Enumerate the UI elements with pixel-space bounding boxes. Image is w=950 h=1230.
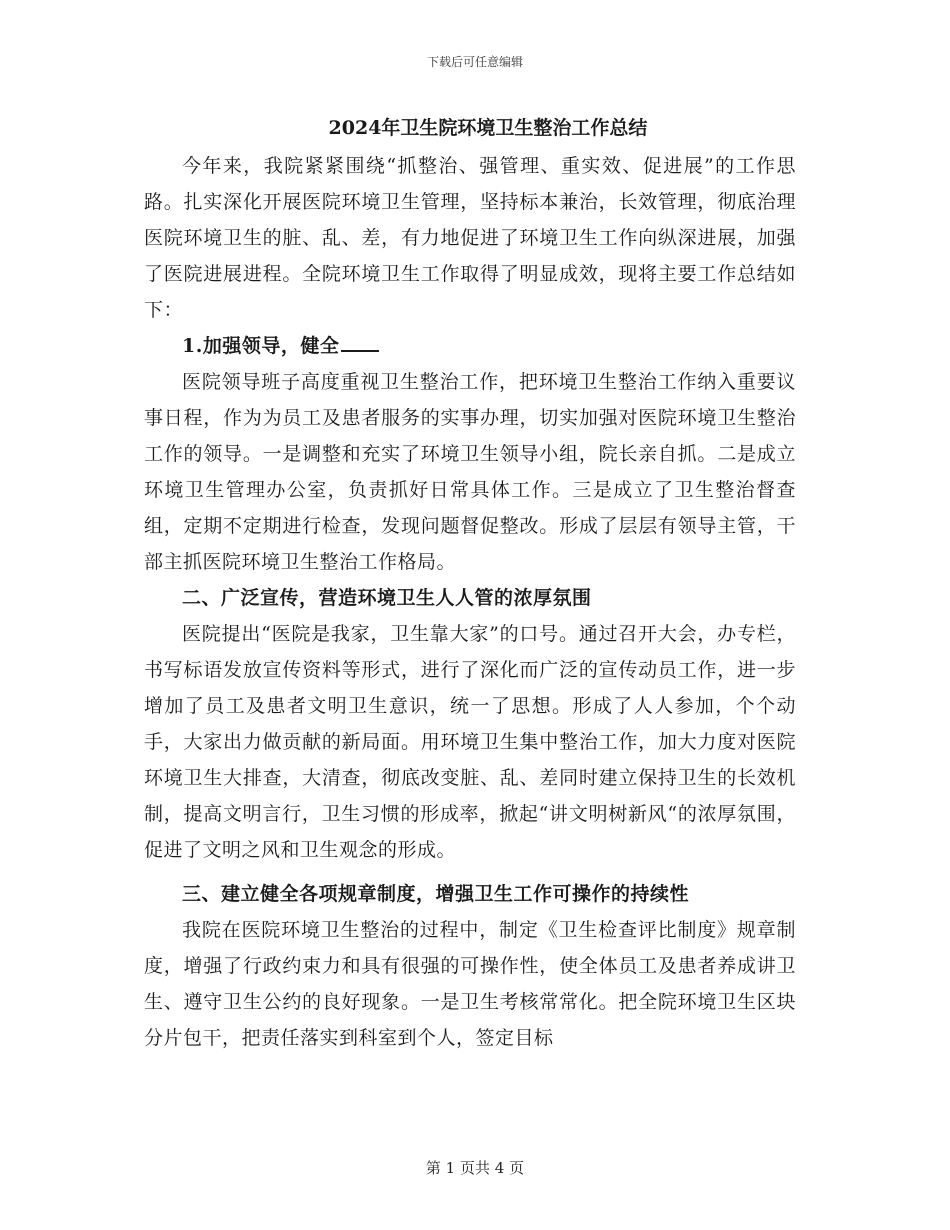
section-body-2: 医院提出“医院是我家，卫生靠大家”的口号。通过召开大会，办专栏，书写标语发放宣传资料等形式，进行了深化而广泛的宣传动员工作，进一步增加了员工及患者文明卫生意识，统一了思想。形成了人人参加，个个动手，大家出力做贡献的新局面。用环境卫生集中整治工作，加大力度对医院环境卫生大排查，大清查，彻底改变脏、乱、差同时建立保持卫生的长效机制，提高文明言行，卫生习惯的形成率，掀起“讲文明树新风“的浓厚氛围，促进了文明之风和卫生观念的形成。 <box>144 623 796 861</box>
section-heading-1-text: 1.加强领导，健全 <box>182 335 340 357</box>
page-header-note: 下载后可任意编辑 <box>426 55 523 69</box>
section-heading-1 <box>144 328 796 364</box>
fill-in-blank <box>341 332 379 352</box>
document-body <box>144 108 796 1056</box>
page-footer-note: 第 1 页共 4 页 <box>425 1159 525 1177</box>
section-heading-3: 三、建立健全各项规章制度，增强卫生工作可操作的持续性 <box>182 883 690 905</box>
section-body-1: 医院领导班子高度重视卫生整治工作，把环境卫生整治工作纳入重要议事日程，作为为员工及患者服务的实事办理，切实加强对医院环境卫生整治工作的领导。一是调整和充实了环境卫生领导小组，院长亲自抓。二是成立环境卫生管理办公室，负责抓好日常具体工作。三是成立了卫生整治督查组，定期不定期进行检查，发现问题督促整改。形成了层层有领导主管，干部主抓医院环境卫生整治工作格局。 <box>144 371 796 573</box>
intro-paragraph: 今年来，我院紧紧围绕“抓整治、强管理、重实效、促进展”的工作思路。扎实深化开展医院环境卫生管理，坚持标本兼治，长效管理，彻底治理医院环境卫生的脏、乱、差，有力地促进了环境卫生工作向纵深进展，加强了医院进展进程。全院环境卫生工作取得了明显成效，现将主要工作总结如下： <box>144 155 796 321</box>
section-body-3: 我院在医院环境卫生整治的过程中，制定《卫生检查评比制度》规章制度，增强了行政约束力和具有很强的可操作性，使全体员工及患者养成讲卫生、遵守卫生公约的良好现象。一是卫生考核常常化。把全院环境卫生区块分片包干，把责任落实到科室到个人，签定目标 <box>144 919 796 1049</box>
document-title: 2024年卫生院环境卫生整治工作总结 <box>328 117 648 139</box>
section-heading-2: 二、广泛宣传，营造环境卫生人人管的浓厚氛围 <box>182 587 592 609</box>
